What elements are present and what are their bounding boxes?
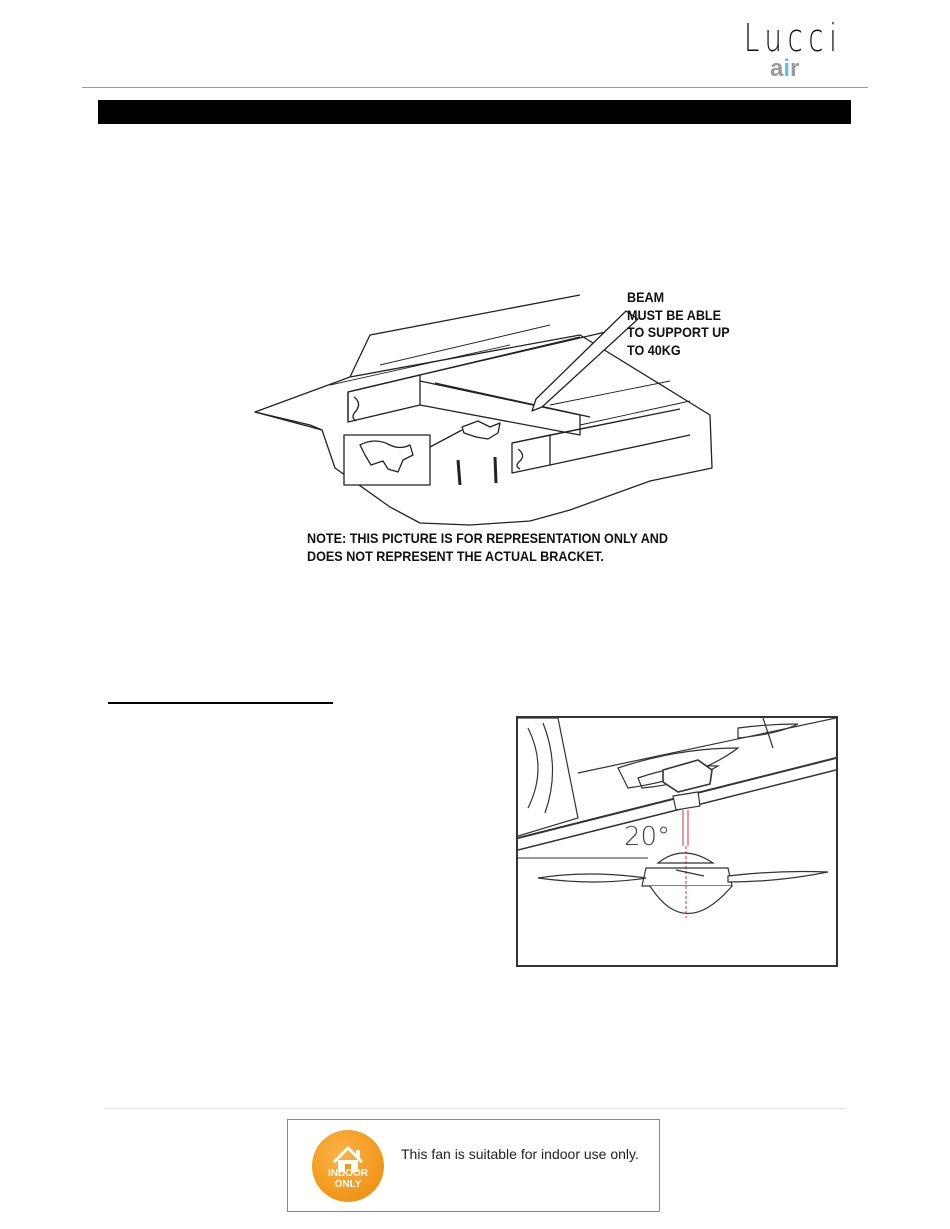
indoor-notice-text: This fan is suitable for indoor use only. — [401, 1146, 639, 1162]
header-divider — [82, 87, 868, 88]
indoor-only-badge — [312, 1130, 384, 1202]
angled-ceiling-drawing — [518, 718, 836, 965]
subsection-underline — [108, 702, 333, 704]
house-icon — [312, 1130, 384, 1202]
angled-ceiling-illustration — [516, 716, 838, 967]
figure-note: NOTE: THIS PICTURE IS FOR REPRESENTATION ONLY AND DOES NOT REPRESENT THE ACTUAL BRACKET. — [307, 530, 668, 564]
footer-divider — [104, 1108, 846, 1109]
brand-logo-wordmark: Lucci — [744, 16, 843, 60]
badge-label: INDOOR ONLY — [328, 1168, 368, 1190]
brand-logo-sub: air — [770, 55, 800, 82]
tilt-angle-label: 20° — [624, 822, 671, 852]
section-heading-bar — [98, 100, 851, 124]
beam-callout-label: BEAM MUST BE ABLE TO SUPPORT UP TO 40KG — [627, 289, 730, 358]
